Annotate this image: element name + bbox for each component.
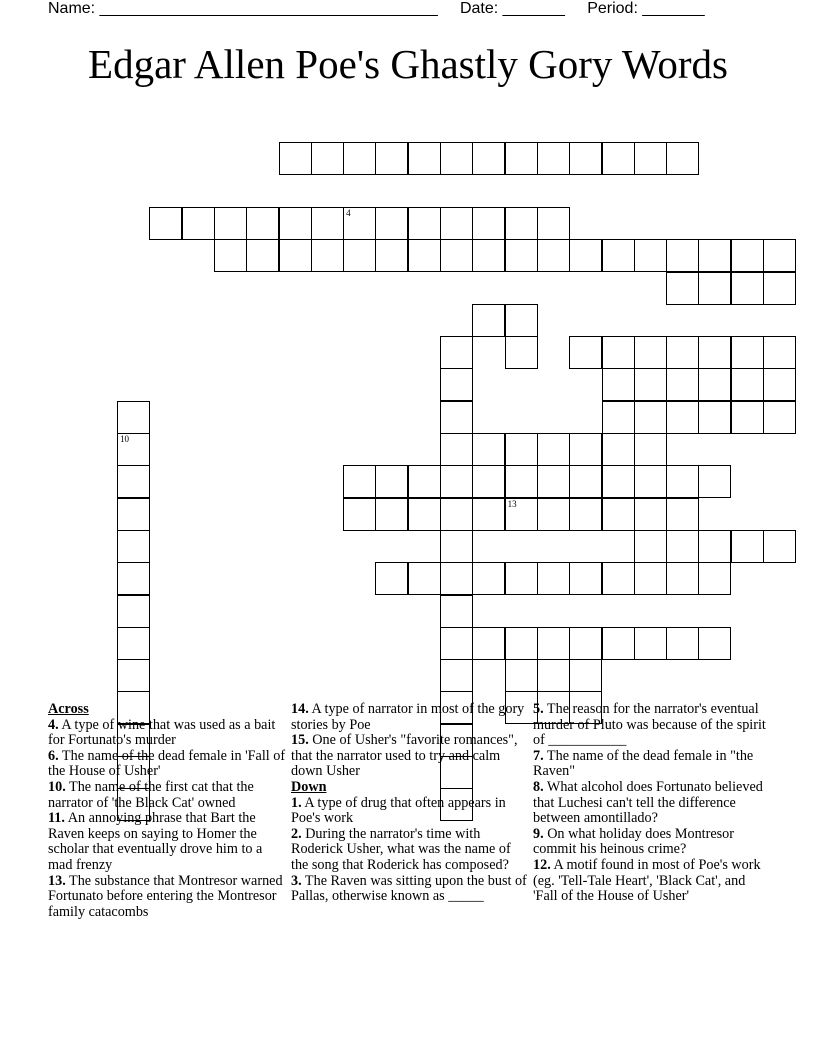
grid-cell[interactable] <box>731 401 764 434</box>
grid-cell[interactable] <box>731 239 764 272</box>
grid-cell[interactable] <box>763 239 796 272</box>
clue-item-text: What alcohol does Fortunato believed that Luchesi can't tell the difference between amontillado? <box>533 778 763 827</box>
clue-item-text: The reason for the narrator's eventual murder of Pluto was because of the spirit of ___________ <box>533 701 766 749</box>
clue-item-text: A type of wine that was used as a bait for Fortunato's murder <box>48 716 276 749</box>
grid-cell[interactable] <box>537 207 570 240</box>
clue-item <box>533 780 773 827</box>
grid-cell[interactable] <box>472 304 505 337</box>
grid-cell[interactable] <box>731 368 764 401</box>
grid-cell[interactable] <box>505 498 538 531</box>
grid-cell[interactable] <box>246 239 279 272</box>
grid-cell[interactable] <box>698 530 731 563</box>
across-heading: Across <box>48 701 89 717</box>
grid-cell[interactable] <box>537 498 570 531</box>
grid-cell[interactable] <box>472 433 505 466</box>
clue-item-text: The name of the dead female in "the Raven" <box>533 747 754 780</box>
grid-cell[interactable] <box>569 659 602 692</box>
grid-cell[interactable] <box>117 498 150 531</box>
clue-item-text: A type of drug that often appears in Poe's work <box>291 794 506 827</box>
grid-cell[interactable] <box>472 562 505 595</box>
grid-cell[interactable] <box>279 239 312 272</box>
clue-item <box>291 827 531 874</box>
grid-cell[interactable] <box>634 433 667 466</box>
grid-cell[interactable] <box>117 595 150 628</box>
clue-item-text: The name of the first cat that the narrator of 'the Black Cat' owned <box>48 778 254 811</box>
grid-cell[interactable] <box>182 207 215 240</box>
grid-cell[interactable] <box>634 142 667 175</box>
grid-cell[interactable] <box>537 465 570 498</box>
grid-cell[interactable] <box>408 562 441 595</box>
grid-cell[interactable] <box>343 239 376 272</box>
grid-cell[interactable] <box>440 465 473 498</box>
grid-cell[interactable] <box>440 530 473 563</box>
grid-cell[interactable] <box>602 239 635 272</box>
grid-cell[interactable] <box>731 336 764 369</box>
clue-number: 4 <box>346 207 351 218</box>
grid-cell[interactable] <box>602 498 635 531</box>
grid-cell[interactable] <box>569 433 602 466</box>
grid-cell[interactable] <box>440 659 473 692</box>
period-label: Period: <box>587 0 638 17</box>
grid-cell[interactable] <box>375 465 408 498</box>
grid-cell[interactable] <box>763 401 796 434</box>
grid-cell[interactable] <box>698 465 731 498</box>
grid-cell[interactable] <box>505 659 538 692</box>
grid-cell[interactable] <box>117 401 150 434</box>
grid-cell[interactable] <box>408 465 441 498</box>
grid-cell[interactable] <box>440 401 473 434</box>
grid-cell[interactable] <box>666 498 699 531</box>
date-label: Date: <box>459 0 499 17</box>
grid-cell[interactable] <box>537 433 570 466</box>
grid-cell[interactable] <box>763 368 796 401</box>
grid-cell[interactable] <box>440 142 473 175</box>
grid-cell[interactable] <box>505 142 538 175</box>
grid-cell[interactable] <box>569 142 602 175</box>
grid-cell[interactable] <box>666 627 699 660</box>
grid-cell[interactable] <box>440 627 473 660</box>
grid-cell[interactable] <box>375 207 408 240</box>
grid-cell[interactable] <box>505 304 538 337</box>
clue-item <box>533 749 773 780</box>
grid-cell[interactable] <box>214 239 247 272</box>
clue-item <box>533 858 773 905</box>
clue-item <box>48 874 288 921</box>
clue-item-text: During the narrator's time with Roderick Usher, what was the name of the song that Roderick has composed? <box>291 825 511 873</box>
clue-item <box>48 780 288 811</box>
clue-item <box>291 874 531 905</box>
clue-item-number: 15. <box>291 732 309 749</box>
grid-cell[interactable] <box>311 239 344 272</box>
grid-cell[interactable] <box>666 239 699 272</box>
grid-cell[interactable] <box>537 659 570 692</box>
grid-cell[interactable] <box>440 336 473 369</box>
clue-item-text: An annoying phrase that Bart the Raven keeps on saying to Homer the scholar that eventually drove him to a mad frenzy <box>48 810 263 873</box>
clue-item-number: 12. <box>533 856 551 873</box>
clue-item <box>291 702 531 733</box>
clue-item-number: 10. <box>48 778 66 795</box>
grid-cell[interactable] <box>408 142 441 175</box>
grid-cell[interactable] <box>602 368 635 401</box>
grid-cell[interactable] <box>214 207 247 240</box>
grid-cell[interactable] <box>343 465 376 498</box>
grid-cell[interactable] <box>666 530 699 563</box>
grid-cell[interactable] <box>149 207 182 240</box>
clue-item <box>48 718 288 749</box>
grid-cell[interactable] <box>117 562 150 595</box>
grid-cell[interactable] <box>634 465 667 498</box>
grid-cell[interactable] <box>602 465 635 498</box>
grid-cell[interactable] <box>602 627 635 660</box>
clue-number: 13 <box>507 498 517 509</box>
grid-cell[interactable] <box>634 498 667 531</box>
grid-cell[interactable] <box>505 433 538 466</box>
grid-cell[interactable] <box>117 530 150 563</box>
grid-cell[interactable] <box>117 659 150 692</box>
down-clues-column <box>533 702 773 905</box>
grid-cell[interactable] <box>505 465 538 498</box>
clue-item-number: 1. <box>291 794 302 811</box>
grid-cell[interactable] <box>634 562 667 595</box>
grid-cell[interactable] <box>472 498 505 531</box>
grid-cell[interactable] <box>698 627 731 660</box>
clue-item-number: 5. <box>533 701 544 717</box>
grid-cell[interactable] <box>763 272 796 305</box>
grid-cell[interactable] <box>246 207 279 240</box>
grid-cell[interactable] <box>666 368 699 401</box>
grid-cell[interactable] <box>311 207 344 240</box>
grid-cell[interactable] <box>602 336 635 369</box>
grid-cell[interactable] <box>602 142 635 175</box>
grid-cell[interactable] <box>698 336 731 369</box>
clue-item-number: 6. <box>48 747 59 764</box>
grid-cell[interactable] <box>634 530 667 563</box>
clue-item-text: The Raven was sitting upon the bust of Pallas, otherwise known as _____ <box>291 872 527 905</box>
grid-cell[interactable] <box>472 627 505 660</box>
grid-cell[interactable] <box>375 498 408 531</box>
grid-cell[interactable] <box>602 401 635 434</box>
grid-cell[interactable] <box>602 433 635 466</box>
clue-item-text: On what holiday does Montresor commit his heinous crime? <box>533 825 734 858</box>
clue-number: 10 <box>120 434 129 444</box>
clue-item-number: 4. <box>48 716 59 733</box>
grid-cell[interactable] <box>537 142 570 175</box>
grid-cell[interactable] <box>117 433 150 466</box>
grid-cell[interactable] <box>472 142 505 175</box>
grid-cell[interactable] <box>698 401 731 434</box>
grid-cell[interactable] <box>440 433 473 466</box>
clue-item <box>48 749 288 780</box>
grid-cell[interactable] <box>472 465 505 498</box>
grid-cell[interactable] <box>408 239 441 272</box>
grid-cell[interactable] <box>731 530 764 563</box>
grid-cell[interactable] <box>569 498 602 531</box>
clue-item-number: 2. <box>291 825 302 842</box>
clue-item-number: 3. <box>291 872 302 889</box>
grid-cell[interactable] <box>569 336 602 369</box>
grid-cell[interactable] <box>602 562 635 595</box>
grid-cell[interactable] <box>666 465 699 498</box>
grid-cell[interactable] <box>537 239 570 272</box>
down-heading: Down <box>291 778 327 795</box>
grid-cell[interactable] <box>569 562 602 595</box>
puzzle-title: Edgar Allen Poe's Ghastly Gory Words <box>88 41 728 87</box>
grid-cell[interactable] <box>569 239 602 272</box>
grid-cell[interactable] <box>763 530 796 563</box>
date-line[interactable]: _______ <box>502 0 565 17</box>
grid-cell[interactable] <box>666 142 699 175</box>
clue-item-text: The name of the dead female in 'Fall of the House of Usher' <box>48 747 286 780</box>
name-line[interactable]: ______________________________________ <box>99 0 438 17</box>
grid-cell[interactable] <box>440 562 473 595</box>
clue-item-text: One of Usher's "favorite romances", that the narrator used to try and calm down Usher <box>291 732 518 780</box>
name-label: Name: <box>48 0 96 17</box>
clue-item-number: 13. <box>48 872 66 889</box>
grid-cell[interactable] <box>440 207 473 240</box>
grid-cell[interactable] <box>375 562 408 595</box>
clue-item-number: 14. <box>291 701 309 717</box>
grid-cell[interactable] <box>408 207 441 240</box>
grid-cell[interactable] <box>666 272 699 305</box>
grid-cell[interactable] <box>666 401 699 434</box>
clue-item-text: A type of narrator in most of the gory stories by Poe <box>291 701 525 733</box>
grid-cell[interactable] <box>634 401 667 434</box>
clue-item <box>291 733 531 780</box>
grid-cell[interactable] <box>343 498 376 531</box>
grid-cell[interactable] <box>279 142 312 175</box>
grid-cell[interactable] <box>763 336 796 369</box>
grid-cell[interactable] <box>634 336 667 369</box>
clue-item-text: A motif found in most of Poe's work (eg. 'Tell-Tale Heart', 'Black Cat', and 'Fall of the House of Usher' <box>533 856 761 905</box>
grid-cell[interactable] <box>440 498 473 531</box>
grid-cell[interactable] <box>666 336 699 369</box>
grid-cell[interactable] <box>343 207 376 240</box>
grid-cell[interactable] <box>408 498 441 531</box>
clue-item <box>533 827 773 858</box>
grid-cell[interactable] <box>634 627 667 660</box>
grid-cell[interactable] <box>440 595 473 628</box>
clue-item <box>48 811 288 873</box>
across-clues-column <box>48 702 288 920</box>
period-line[interactable]: _______ <box>642 0 705 17</box>
grid-cell[interactable] <box>440 239 473 272</box>
clue-item-text: The substance that Montresor warned Fortunato before entering the Montresor family catacombs <box>48 872 283 920</box>
middle-clues-column <box>291 702 531 905</box>
grid-cell[interactable] <box>375 239 408 272</box>
grid-cell[interactable] <box>698 239 731 272</box>
grid-cell[interactable] <box>505 239 538 272</box>
clue-item <box>291 796 531 827</box>
grid-cell[interactable] <box>731 272 764 305</box>
grid-cell[interactable] <box>440 368 473 401</box>
grid-cell[interactable] <box>634 239 667 272</box>
grid-cell[interactable] <box>698 272 731 305</box>
grid-cell[interactable] <box>537 562 570 595</box>
clue-item-number: 11. <box>48 810 65 827</box>
grid-cell[interactable] <box>279 207 312 240</box>
grid-cell[interactable] <box>537 627 570 660</box>
grid-cell[interactable] <box>472 207 505 240</box>
grid-cell[interactable] <box>569 627 602 660</box>
grid-cell[interactable] <box>343 142 376 175</box>
grid-cell[interactable] <box>505 207 538 240</box>
grid-cell[interactable] <box>311 142 344 175</box>
grid-cell[interactable] <box>375 142 408 175</box>
grid-cell[interactable] <box>634 368 667 401</box>
grid-cell[interactable] <box>117 465 150 498</box>
grid-cell[interactable] <box>698 368 731 401</box>
clue-item-number: 8. <box>533 778 544 795</box>
grid-cell[interactable] <box>117 627 150 660</box>
grid-cell[interactable] <box>698 562 731 595</box>
clue-item-number: 7. <box>533 747 544 764</box>
grid-cell[interactable] <box>472 239 505 272</box>
grid-cell[interactable] <box>505 627 538 660</box>
grid-cell[interactable] <box>666 562 699 595</box>
grid-cell[interactable] <box>569 465 602 498</box>
grid-cell[interactable] <box>505 336 538 369</box>
clue-item <box>533 702 773 749</box>
grid-cell[interactable] <box>505 562 538 595</box>
clue-item-number: 9. <box>533 825 544 842</box>
